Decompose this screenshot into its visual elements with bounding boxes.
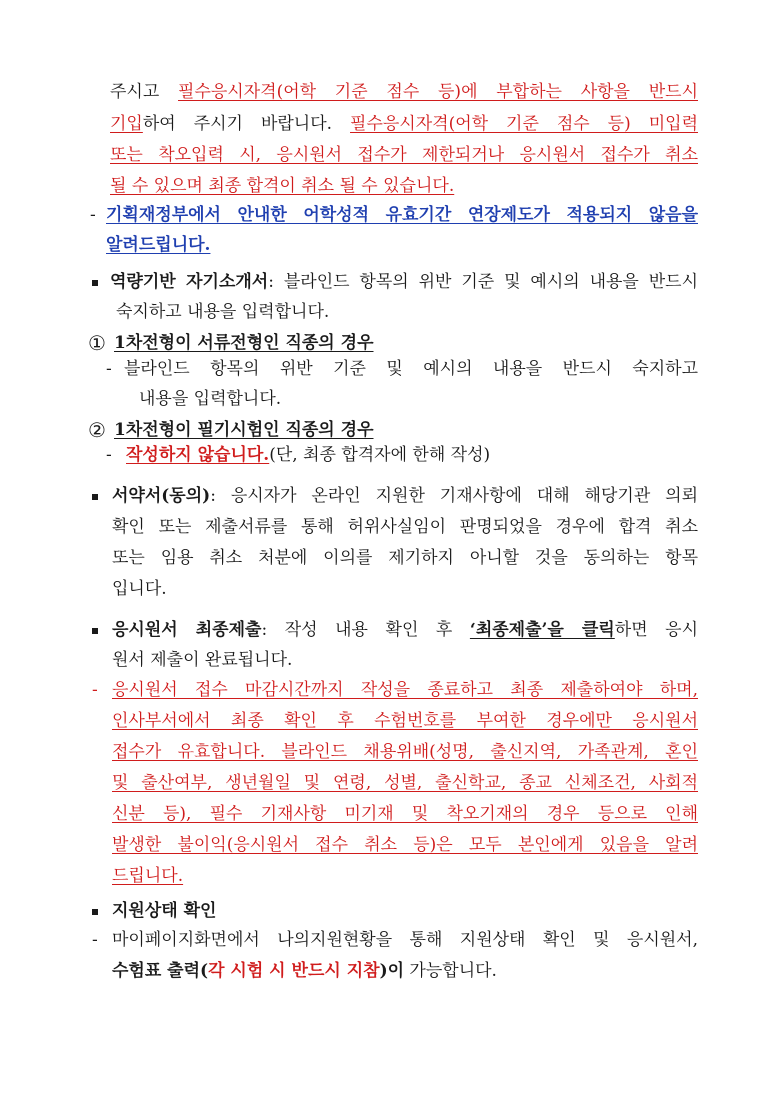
square-bullet-icon xyxy=(92,628,98,634)
section-title: 역량기반 자기소개서 xyxy=(110,272,269,292)
red-text: 작성하지 않습니다. xyxy=(126,445,270,465)
red-text: 발생한 불이익(응시원서 접수 취소 등)은 모두 본인에게 있음을 알려 xyxy=(112,835,698,855)
click-instruction: ‘최종제출’을 클릭 xyxy=(469,620,615,640)
blue-notice: 기획재정부에서 안내한 어학성적 유효기간 연장제도가 적용되지 않음을 xyxy=(106,205,698,225)
text: 하면 응시 xyxy=(614,620,699,640)
red-text: 신분 등), 필수 기재사항 미기재 및 착오기재의 경우 등으로 인해 xyxy=(112,804,698,824)
red-text: 응시원서 접수 마감시간까지 작성을 종료하고 최종 제출하여야 하며, xyxy=(112,680,698,700)
red-text: 필수응시자격(어학 기준 점수 등) 미입력 xyxy=(350,114,698,134)
blue-notice: 알려드립니다. xyxy=(106,235,211,255)
red-text: 및 출산여부, 생년월일 및 연령, 성별, 출신학교, 종교 신체조건, 사회적 xyxy=(112,773,698,793)
case-title: 1차전형이 서류전형인 직종의 경우 xyxy=(114,333,374,353)
red-text: 각 시험 시 반드시 지참 xyxy=(208,961,380,981)
text: : 응시자가 온라인 지원한 기재사항에 대해 해당기관 의뢰 xyxy=(210,486,698,506)
text: : 작성 내용 확인 후 xyxy=(261,620,470,640)
square-bullet-icon xyxy=(92,280,98,286)
red-text: 접수가 유효합니다. 블라인드 채용위배(성명, 출신지역, 가족관계, 혼인 xyxy=(112,742,698,762)
text: 내용을 입력합니다. xyxy=(139,389,282,409)
section-title: 응시원서 최종제출 xyxy=(112,620,262,640)
text: 입니다. xyxy=(112,579,167,599)
red-text: 될 수 있으며 최종 합격이 취소 될 수 있습니다. xyxy=(110,176,455,196)
dash-marker: - xyxy=(92,680,98,700)
dash-marker: - xyxy=(106,445,112,465)
dash-marker: - xyxy=(106,359,112,379)
text: 주시고 xyxy=(110,82,179,102)
circled-number-2: ② xyxy=(88,418,106,442)
dash-marker: - xyxy=(90,205,96,225)
section-title: 서약서(동의) xyxy=(112,486,211,506)
text: 블라인드 항목의 위반 기준 및 예시의 내용을 반드시 숙지하고 xyxy=(124,359,698,379)
red-text: 또는 착오입력 시, 응시원서 접수가 제한되거나 응시원서 접수가 취소 xyxy=(110,145,698,165)
case-title: 1차전형이 필기시험인 직종의 경우 xyxy=(114,420,374,440)
section-title: 지원상태 확인 xyxy=(112,901,217,921)
red-text: 기입 xyxy=(110,114,143,134)
square-bullet-icon xyxy=(92,494,98,500)
dash-marker: - xyxy=(92,930,98,950)
circled-number-1: ① xyxy=(88,331,106,355)
text: 확인 또는 제출서류를 통해 허위사실임이 판명되었을 경우에 합격 취소 xyxy=(112,517,698,537)
text: 또는 임용 취소 처분에 이의를 제기하지 아니할 것을 동의하는 항목 xyxy=(112,548,698,568)
square-bullet-icon xyxy=(92,909,98,915)
text: (단, 최종 합격자에 한해 작성) xyxy=(269,445,491,465)
text: 숙지하고 내용을 입력합니다. xyxy=(116,302,330,322)
red-text: 인사부서에서 최종 확인 후 수험번호를 부여한 경우에만 응시원서 xyxy=(112,711,698,731)
text: )이 xyxy=(379,961,405,981)
red-text: 필수응시자격(어학 기준 점수 등)에 부합하는 사항을 반드시 xyxy=(178,82,698,102)
text: 마이페이지화면에서 나의지원현황을 통해 지원상태 확인 및 응시원서, xyxy=(112,930,698,950)
text: 가능합니다. xyxy=(404,961,497,981)
red-text: 드립니다. xyxy=(112,866,184,886)
text: 수험표 출력( xyxy=(112,961,209,981)
text: 하여 주시기 바랍니다. xyxy=(142,114,351,134)
text: 원서 제출이 완료됩니다. xyxy=(112,650,293,670)
text: : 블라인드 항목의 위반 기준 및 예시의 내용을 반드시 xyxy=(268,272,698,292)
